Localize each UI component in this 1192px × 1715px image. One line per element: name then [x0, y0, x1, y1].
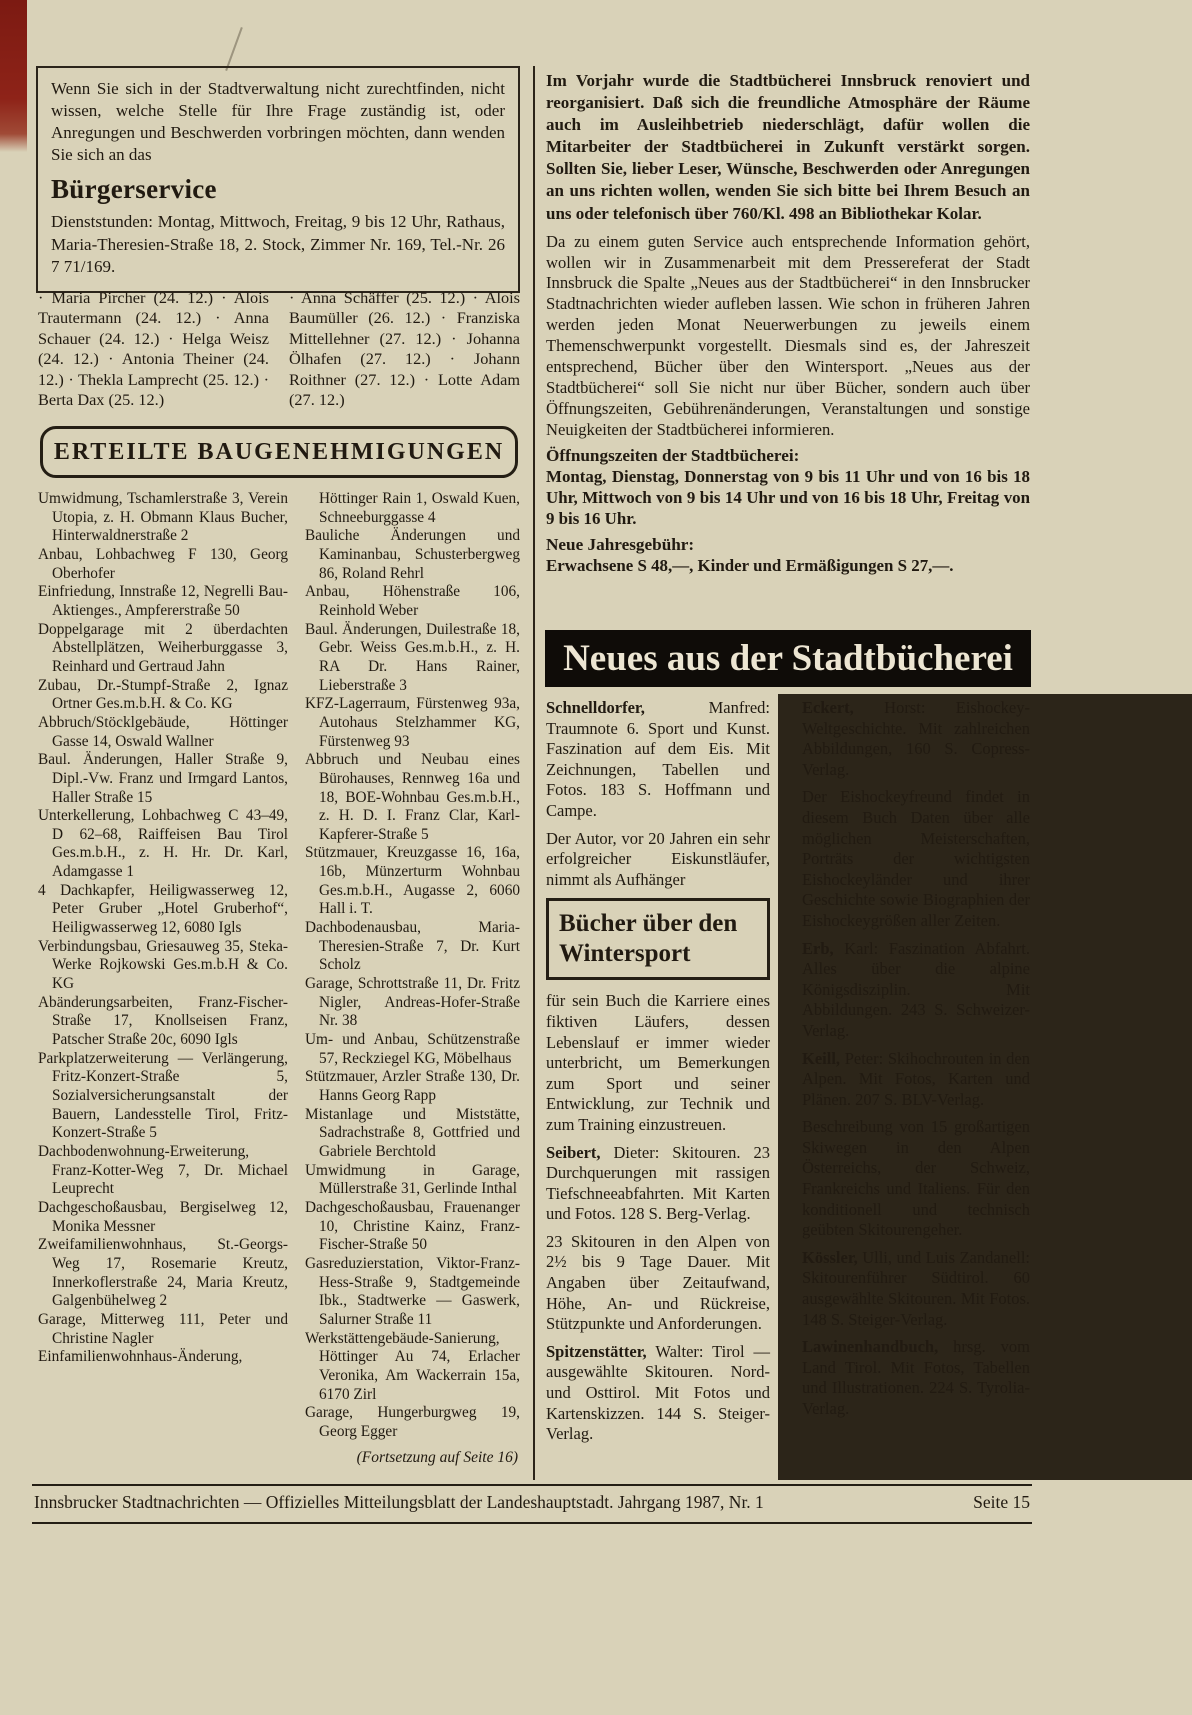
library-hours-heading: Öffnungszeiten der Stadtbücherei: [546, 445, 800, 465]
permit-entry: Abänderungsarbeiten, Franz-Fischer-Straße 17, Knollseisen Franz, Patscher Straße 20c, 6090 Igls [38, 993, 288, 1049]
book-author: Spitzenstätter, [546, 1341, 647, 1361]
book-entry [546, 829, 770, 891]
book-entry [546, 1342, 770, 1445]
center-column-divider [533, 66, 535, 1480]
permit-entry: Unterkellerung, Lohbachweg C 43–49, D 62–68, Raiffeisen Bau Tirol Ges.m.b.H., z. H. Hr. Dr. Karl, Adamgasse 1 [38, 807, 288, 881]
permit-entry: Dachgeschoßausbau, Bergiselweg 12, Monika Messner [38, 1198, 288, 1235]
book-text: Dieter: Skitouren. 23 Durchquerungen mit rassigen Tiefschneeabfahrten. Mit Karten und Fotos. 128 S. Berg-Verlag. [546, 1142, 770, 1224]
library-body-paragraph: Da zu einem guten Service auch entsprechende Information gehört, wollen wir in Zusammenarbeit mit dem Pressereferat der Stadt Innsbruck die Spalte „Neues aus der Stadtbücherei“ in den Innsbrucker Stadtnachrichten wieder aufleben lassen. Wie schon in früheren Jahren werden jeden Monat Neuerwerbungen zu jeweils einem Themenschwerpunkt vorgestellt. Diesmals sind es, der Jahreszeit entsprechend, Bücher über den Wintersport. „Neues aus der Stadtbücherei“ soll Sie nicht nur über Bücher, sondern auch über Öffnungszeiten, Gebührenänderungen, Veranstaltungen und sonstige Neuigkeiten der Stadtbücherei informieren. [546, 231, 1030, 439]
buergerservice-intro: Wenn Sie sich in der Stadtverwaltung nicht zurechtfinden, nicht wissen, welche Stelle für Ihre Frage zuständig ist, oder Anregungen und Beschwerden vorbringen möchten, dann wenden Sie sich an das [51, 79, 505, 164]
permit-entry: Mistanlage und Miststätte, Sadrachstraße 8, Gottfried und Gabriele Berchtold [305, 1105, 520, 1160]
book-author: Lawinenhandbuch, [802, 1337, 939, 1357]
wintersport-box [546, 898, 770, 980]
footer-page-number: Seite 15 [973, 1492, 1030, 1512]
continuation-note: (Fortsetzung auf Seite 16) [356, 1449, 518, 1467]
book-entry [802, 939, 1030, 1042]
permit-entry: 4 Dachkapfer, Heiligwasserweg 12, Peter Gruber „Hotel Gruberhof“, Heiligwasserweg 12, 6080 Igls [38, 881, 288, 937]
permit-entry: Verbindungsbau, Griesauweg 35, Steka-Werke Rojkowski Ges.m.b.H & Co. KG [38, 937, 288, 993]
buergerservice-details: Dienststunden: Montag, Mittwoch, Freitag, 9 bis 12 Uhr, Rathaus, Maria-Theresien-Straße 18, 2. Stock, Zimmer Nr. 169, Tel.-Nr. 26 7 71/169. [51, 212, 505, 276]
book-author: Schnelldorfer, [546, 698, 645, 717]
permit-entry: Anbau, Lohbachweg F 130, Georg Oberhofer [38, 545, 288, 582]
permit-entry: Stützmauer, Kreuzgasse 16, 16a, 16b, Münzerturm Wohnbau Ges.m.b.H., Augasse 2, 6060 Hall i. T. [305, 844, 520, 918]
permit-entry: Bauliche Änderungen und Kaminanbau, Schusterbergweg 86, Roland Rehrl [305, 527, 520, 582]
permit-entry: Doppelgarage mit 2 überdachten Abstellplätzen, Weiherburggasse 3, Reinhard und Gertraud Jahn [38, 620, 288, 675]
book-entry [802, 1049, 1030, 1111]
permit-entry: Parkplatzerweiterung — Verlängerung, Fritz-Konzert-Straße 5, Sozialversicherungsanstalt der Bauern, Landesstelle Tirol, Fritz-Konzert-Straße 5 [38, 1049, 288, 1142]
permit-entry: Garage, Schrottstraße 11, Dr. Fritz Nigler, Andreas-Hofer-Straße Nr. 38 [305, 975, 520, 1030]
permits-column-2 [305, 490, 520, 1467]
footer-rule-bottom [32, 1522, 1032, 1524]
book-text: Der Eishockeyfreund findet in diesem Buch Daten über alle möglichen Meisterschaften, Porträts der wichtigsten Eishockeyländer und ihrer Geschichte sowie Biographien der Eishockeygrößen aller Zeiten. [802, 787, 1030, 930]
book-text: Beschreibung von 15 großartigen Skiwegen in den Alpen Österreichs, der Schweiz, Frankreichs und Italiens. Für den konditionell und technisch geübten Skitourengeher. [802, 1117, 1030, 1240]
permits-column-1 [38, 490, 288, 1467]
book-text: Der Autor, vor 20 Jahren ein sehr erfolgreicher Eiskunstläufer, nimmt als Aufhänger [546, 828, 770, 889]
library-fee-text: Erwachsene S 48,—, Kinder und Ermäßigungen S 27,—. [546, 556, 954, 576]
permit-entry: Höttinger Rain 1, Oswald Kuen, Schneeburggasse 4 [319, 490, 520, 526]
book-author: Seibert, [546, 1142, 601, 1162]
book-entry [802, 1117, 1030, 1241]
scan-artifact-red-bar [0, 0, 27, 152]
permit-entry: Dachbodenausbau, Maria-Theresien-Straße 7, Dr. Kurt Scholz [305, 919, 520, 974]
book-text: Manfred: Traumnote 6. Sport und Kunst. Faszination auf dem Eis. Mit Zeichnungen, Tabellen und Fotos. 183 S. Hoffmann und Campe. [546, 698, 770, 820]
permit-entry: Abbruch und Neubau eines Bürohauses, Rennweg 16a und 18, BOE-Wohnbau Ges.m.b.H., z. H. D. I. Franz Clar, Karl-Kapferer-Straße 5 [305, 751, 520, 843]
section-banner: Neues aus der Stadtbücherei [545, 630, 1031, 687]
library-hours-text: Montag, Dienstag, Donnerstag von 9 bis 11 Uhr und von 16 bis 18 Uhr, Mittwoch von 9 bis 14 Uhr und von 16 bis 18 Uhr, Freitag von 9 bis 16 Uhr. [546, 466, 1030, 528]
book-text: für sein Buch die Karriere eines fiktiven Läufers, dessen Lebenslauf er immer wieder unterbricht, um Bemerkungen zum Sport und seiner Entwicklung, zur Technik und zum Training einzustreuen. [546, 991, 770, 1134]
book-text: hrsg. vom Land Tirol. Mit Fotos, Tabellen und Illustrationen. 224 S. Tyrolia-Verlag. [802, 1337, 1030, 1418]
book-text: Ulli, und Luis Zandanell: Skitourenführer Südtirol. 60 ausgewählte Skitouren. Mit Fotos. 148 S. Steiger-Verlag. [802, 1247, 1030, 1329]
library-fee-heading: Neue Jahresgebühr: [546, 535, 695, 555]
permit-entry: Werkstättengebäude-Sanierung, Höttinger Au 74, Erlacher Veronika, Am Wackerrain 15a, 6170 Zirl [305, 1329, 520, 1403]
names-column-right: · Anna Schäffer (25. 12.) · Alois Baumüller (26. 12.) · Franziska Mittellehner (27. 12.) · Johanna Ölhafen (27. 12.) · Johann Roithner (27. 12.) · Lotte Adam (27. 12.) [289, 288, 520, 410]
permit-entry: Umwidmung, Tschamlerstraße 3, Verein Utopia, z. H. Obmann Klaus Bucher, Hinterwaldnerstraße 2 [38, 490, 288, 545]
book-text: Karl: Faszination Abfahrt. Alles über die alpine Königsdisziplin. Mit Abbildungen. 243 S. Schweizer-Verlag. [802, 938, 1030, 1040]
book-author: Eckert, [802, 698, 854, 717]
permit-entry: Gasreduzierstation, Viktor-Franz-Hess-Straße 9, Stadtgemeinde Ibk., Stadtwerke — Gaswerk, Salurner Straße 11 [305, 1254, 520, 1328]
book-entry [802, 787, 1030, 931]
permit-entry: Baul. Änderungen, Duilestraße 18, Gebr. Weiss Ges.m.b.H., z. H. RA Dr. Hans Rainer, Lieberstraße 3 [305, 620, 520, 694]
buergerservice-box [36, 66, 520, 293]
page-footer [34, 1492, 1030, 1513]
library-intro-section [546, 70, 1030, 626]
permit-entry: Dachbodenwohnung-Erweiterung, Franz-Kotter-Weg 7, Dr. Michael Leuprecht [38, 1142, 288, 1198]
book-entry [546, 1143, 770, 1225]
building-permits-section [38, 490, 520, 1467]
permit-entry: Anbau, Höhenstraße 106, Reinhold Weber [305, 583, 520, 619]
book-entry [546, 991, 770, 1135]
book-text: Peter: Skihochrouten in den Alpen. Mit Fotos, Karten und Plänen. 207 S. BLV-Verlag. [802, 1048, 1030, 1109]
permit-entry: Dachgeschoßausbau, Frauenanger 10, Christine Kainz, Franz-Fischer-Straße 50 [305, 1198, 520, 1254]
permit-entry: Garage, Hungerburgweg 19, Georg Egger [305, 1404, 520, 1440]
book-text: 23 Skitouren in den Alpen von 2½ bis 9 Tage Dauer. Mit Angaben über Zeitaufwand, Höhe, An- und Rückreise, Stützpunkte und Anforderungen. [546, 1231, 770, 1334]
library-intro-paragraph: Im Vorjahr wurde die Stadtbücherei Innsbruck renoviert und reorganisiert. Daß sich die freundliche Atmosphäre der Räume auch im Ausleihbetrieb niederschlägt, dafür wollen die Mitarbeiter der Stadtbücherei in Zukunft verstärkt sorgen. Sollten Sie, lieber Leser, Wünsche, Beschwerden oder Anregungen an uns richten wollen, wenden Sie sich bitte bei Ihrem Besuch an uns oder telefonisch über 760/Kl. 498 an Bibliothekar Kolar. [546, 71, 1030, 223]
books-column-left [546, 698, 770, 1452]
names-list [38, 288, 520, 410]
book-author: Keill, [802, 1048, 841, 1068]
permit-entry: KFZ-Lagerraum, Fürstenweg 93a, Autohaus Stelzhammer KG, Fürstenweg 93 [305, 695, 520, 750]
buergerservice-title: Bürgerservice [51, 174, 217, 204]
scan-artifact-scratch [225, 27, 243, 71]
book-reviews-section [546, 698, 1030, 1452]
permit-entry: Einfamilienwohnhaus-Änderung, [38, 1348, 243, 1366]
permit-entry: Garage, Mitterweg 111, Peter und Christine Nagler [38, 1310, 288, 1347]
books-column-right [802, 698, 1030, 1452]
permit-entry: Zweifamilienwohnhaus, St.-Georgs-Weg 17, Rosemarie Kreutz, Innerkoflerstraße 24, Maria Kreutz, Galgenbühelweg 2 [38, 1236, 288, 1310]
permit-entry: Einfriedung, Innstraße 12, Negrelli Bau-Aktienges., Ampfererstraße 50 [38, 583, 288, 619]
book-entry [802, 1337, 1030, 1419]
book-entry [546, 1232, 770, 1335]
permit-entry: Um- und Anbau, Schützenstraße 57, Reckziegel KG, Möbelhaus [305, 1031, 520, 1067]
book-entry [546, 698, 770, 822]
names-column-left: · Maria Pircher (24. 12.) · Alois Trautermann (24. 12.) · Anna Schauer (24. 12.) · Helga Weisz (24. 12.) · Antonia Theiner (24. 12.) · Thekla Lamprecht (25. 12.) · Berta Dax (25. 12.) [38, 288, 269, 410]
permit-entry: Zubau, Dr.-Stumpf-Straße 2, Ignaz Ortner Ges.m.b.H. & Co. KG [38, 676, 288, 713]
book-text: Horst: Eishockey-Weltgeschichte. Mit zahlreichen Abbildungen, 160 S. Copress-Verlag. [802, 698, 1030, 779]
permit-entry: Baul. Änderungen, Haller Straße 9, Dipl.-Vw. Franz und Irmgard Lantos, Haller Straße 15 [38, 751, 288, 806]
book-entry [802, 698, 1030, 780]
book-entry [802, 1248, 1030, 1330]
permit-entry: Abbruch/Stöcklgebäude, Höttinger Gasse 14, Oswald Wallner [38, 713, 288, 750]
book-author: Kössler, [802, 1247, 858, 1267]
footer-rule-top [32, 1484, 1032, 1486]
permits-section-heading: ERTEILTE BAUGENEHMIGUNGEN [40, 426, 518, 478]
footer-publication-line: Innsbrucker Stadtnachrichten — Offizielles Mitteilungsblatt der Landeshauptstadt. Jahrgang 1987, Nr. 1 [34, 1492, 764, 1512]
permit-entry: Umwidmung in Garage, Müllerstraße 31, Gerlinde Inthal [305, 1161, 520, 1198]
book-text: Walter: Tirol — ausgewählte Skitouren. Nord- und Osttirol. Mit Fotos und Kartenskizzen. 144 S. Steiger-Verlag. [546, 1341, 770, 1444]
book-author: Erb, [802, 938, 834, 958]
permit-entry: Stützmauer, Arzler Straße 130, Dr. Hanns Georg Rapp [305, 1068, 520, 1104]
wintersport-box-title: Bücher über den Wintersport [559, 910, 738, 968]
